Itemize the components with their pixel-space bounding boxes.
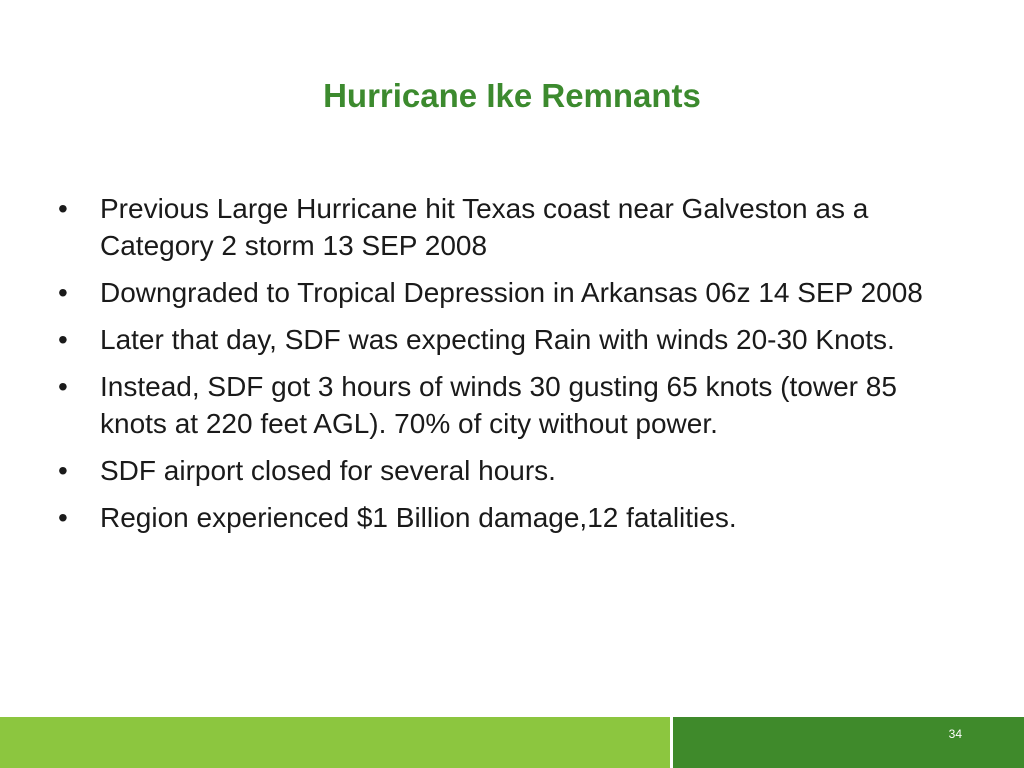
bullet-marker: • (58, 324, 68, 355)
bullet-marker: • (58, 502, 68, 533)
bullet-item (58, 368, 958, 442)
bullet-marker: • (58, 277, 68, 308)
footer-left-band (0, 717, 670, 768)
bullet-text: SDF airport closed for several hours. (100, 455, 556, 486)
bullet-text: Region experienced $1 Billion damage,12 fatalities. (100, 502, 737, 533)
bullet-text: Previous Large Hurricane hit Texas coast near Galveston as a Category 2 storm 13 SEP 2008 (100, 193, 869, 261)
bullet-marker: • (58, 193, 68, 224)
slide-title: Hurricane Ike Remnants (323, 77, 701, 114)
bullet-item (58, 321, 958, 358)
bullet-marker: • (58, 371, 68, 402)
footer-bar (0, 717, 1024, 768)
bullet-text: Later that day, SDF was expecting Rain with winds 20-30 Knots. (100, 324, 895, 355)
bullet-item (58, 190, 958, 264)
bullet-item (58, 274, 958, 311)
page-number: 34 (948, 727, 962, 741)
bullet-marker: • (58, 455, 68, 486)
bullet-text: Downgraded to Tropical Depression in Arkansas 06z 14 SEP 2008 (100, 277, 923, 308)
bullet-list (58, 190, 958, 546)
bullet-item (58, 452, 958, 489)
bullet-item (58, 499, 958, 536)
bullet-text: Instead, SDF got 3 hours of winds 30 gusting 65 knots (tower 85 knots at 220 feet AGL). 70% of city without power. (100, 371, 897, 439)
footer-right-band (673, 717, 1024, 768)
